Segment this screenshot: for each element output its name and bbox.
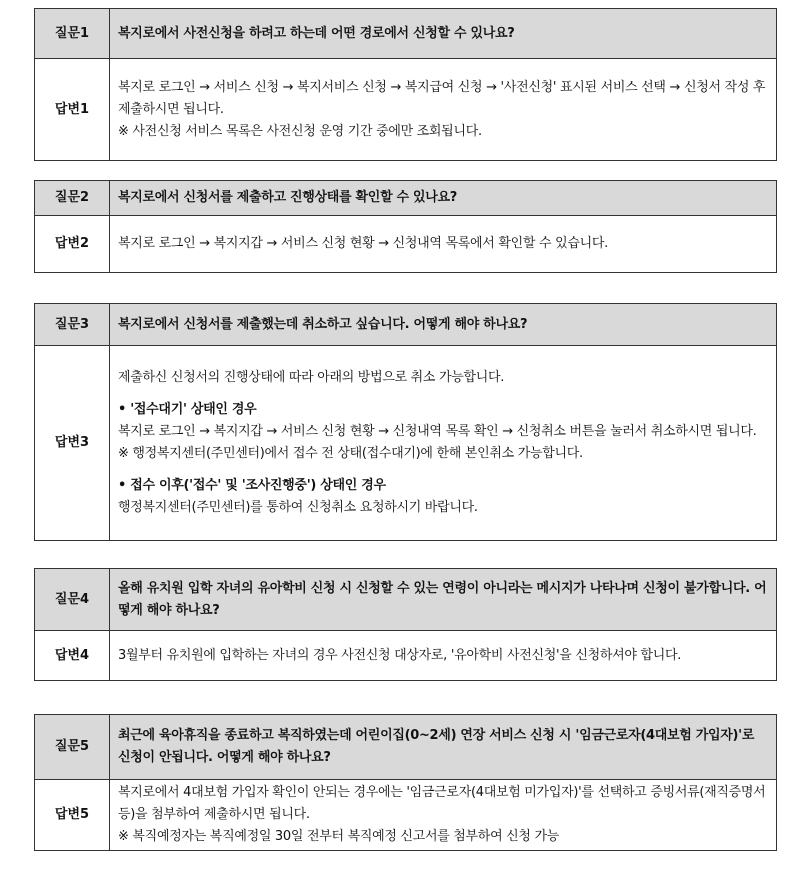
question-text: 복지로에서 신청서를 제출했는데 취소하고 싶습니다. 어떻게 해야 하나요? <box>110 304 777 346</box>
question-text: 복지로에서 사전신청을 하려고 하는데 어떤 경로에서 신청할 수 있나요? <box>110 9 777 59</box>
case-heading: • '접수대기' 상태인 경우 <box>118 402 257 417</box>
answer-line: 복지로 로그인 → 복지지갑 → 서비스 신청 현황 → 신청내역 목록에서 확인할 수 있습니다. <box>118 236 608 251</box>
question-label: 질문5 <box>35 715 110 780</box>
faq-table-2 <box>34 180 777 273</box>
case-heading: • 접수 이후('접수' 및 '조사진행중') 상태인 경우 <box>118 478 386 493</box>
faq-table-3 <box>34 303 777 541</box>
question-label: 질문2 <box>35 181 110 216</box>
faq-table-4 <box>34 568 777 681</box>
answer-note: ※ 행정복지센터(주민센터)에서 접수 전 상태(접수대기)에 한해 본인취소 가능합니다. <box>118 446 583 461</box>
answer-label: 답변5 <box>35 780 110 851</box>
answer-line: 3월부터 유치원에 입학하는 자녀의 경우 사전신청 대상자로, '유아학비 사전신청'을 신청하셔야 합니다. <box>118 647 682 663</box>
question-label: 질문3 <box>35 304 110 346</box>
question-label: 질문1 <box>35 9 110 59</box>
answer-cell <box>110 59 777 161</box>
answer-cell <box>110 216 777 273</box>
answer-label: 답변2 <box>35 216 110 273</box>
answer-label: 답변1 <box>35 59 110 161</box>
answer-line: 제출하신 신청서의 진행상태에 따라 아래의 방법으로 취소 가능합니다. <box>118 370 505 385</box>
answer-line: 복지로에서 4대보험 가입자 확인이 안되는 경우에는 '임금근로자(4대보험 미가입자)'를 선택하고 증빙서류(재직증명서 등)을 첨부하여 제출하시면 됩니다. <box>118 785 766 822</box>
question-label: 질문4 <box>35 569 110 631</box>
question-text: 최근에 육아휴직을 종료하고 복직하였는데 어린이집(0~2세) 연장 서비스 신청 시 '임금근로자(4대보험 가입자)'로 신청이 안됩니다. 어떻게 해야 하나요? <box>110 715 777 780</box>
answer-note: ※ 복직예정자는 복직예정일 30일 전부터 복직예정 신고서를 첨부하여 신청 가능 <box>118 829 560 844</box>
faq-table-1 <box>34 8 777 161</box>
answer-line: 복지로 로그인 → 복지지갑 → 서비스 신청 현황 → 신청내역 목록 확인 → 신청취소 버튼을 눌러서 취소하시면 됩니다. <box>118 424 757 439</box>
answer-note: ※ 사전신청 서비스 목록은 사전신청 운영 기간 중에만 조회됩니다. <box>118 123 482 139</box>
answer-cell <box>110 346 777 541</box>
answer-label: 답변4 <box>35 631 110 681</box>
answer-line: 복지로 로그인 → 서비스 신청 → 복지서비스 신청 → 복지급여 신청 → '사전신청' 표시된 서비스 선택 → 신청서 작성 후 제출하시면 됩니다. <box>118 79 766 117</box>
answer-cell <box>110 780 777 851</box>
answer-line: 행정복지센터(주민센터)를 통하여 신청취소 요청하시기 바랍니다. <box>118 500 478 515</box>
question-text: 복지로에서 신청서를 제출하고 진행상태를 확인할 수 있나요? <box>110 181 777 216</box>
question-text: 올해 유치원 입학 자녀의 유아학비 신청 시 신청할 수 있는 연령이 아니라는 메시지가 나타나며 신청이 불가합니다. 어떻게 해야 하나요? <box>110 569 777 631</box>
answer-label: 답변3 <box>35 346 110 541</box>
answer-cell <box>110 631 777 681</box>
faq-table-5 <box>34 714 777 851</box>
